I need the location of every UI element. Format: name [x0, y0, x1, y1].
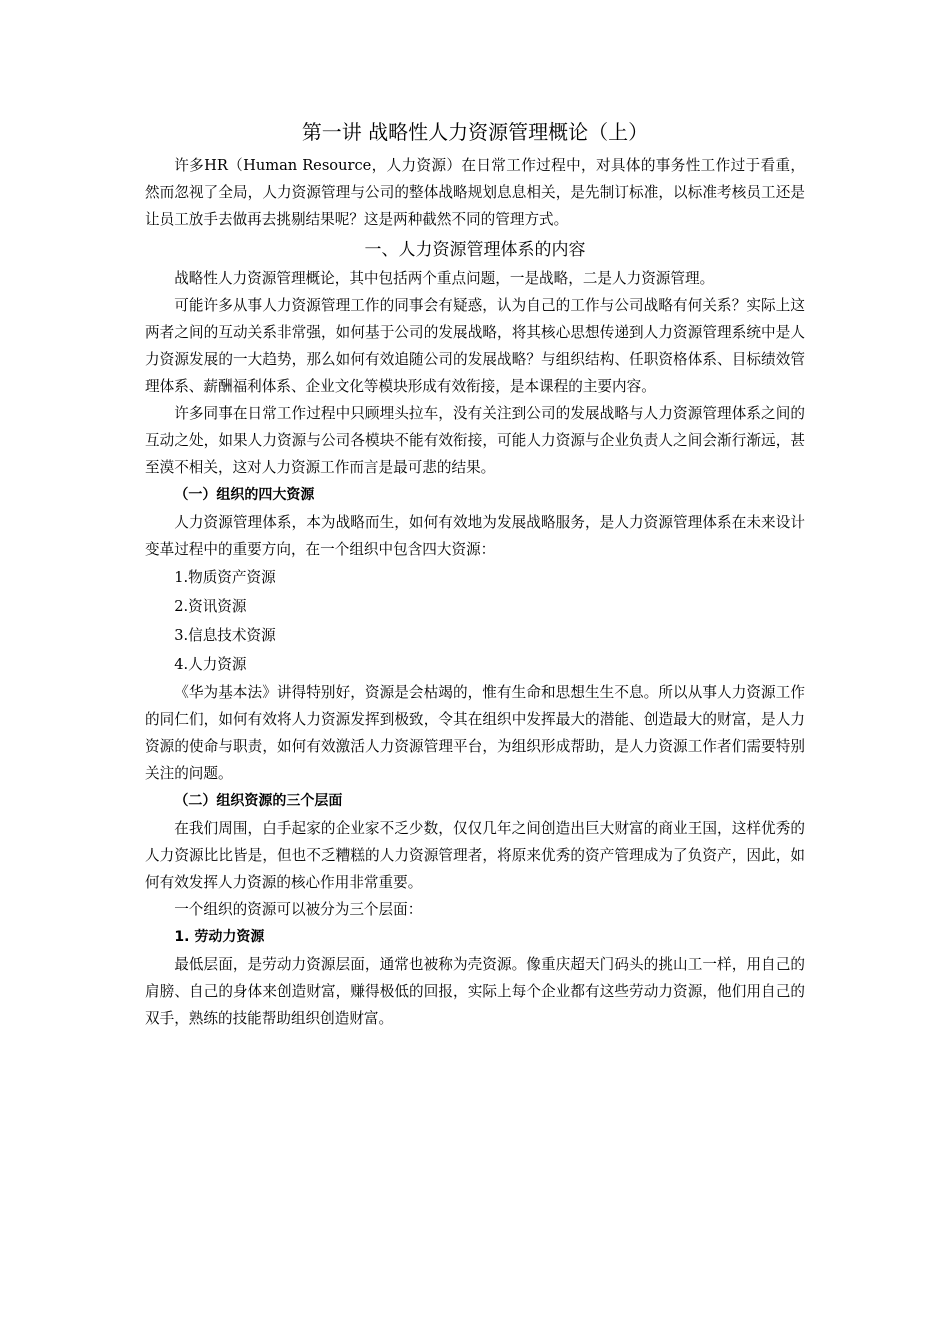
list-item: 4.人力资源	[174, 656, 247, 673]
document-page	[145, 118, 805, 1032]
subsection-subheading: 1. 劳动力资源	[174, 929, 265, 945]
section1-paragraph-2: 可能许多从事人力资源管理工作的同事会有疑惑，认为自己的工作与公司战略有何关系？实际上这两者之间的互动关系非常强，如何基于公司的发展战略，将其核心思想传递到人力资源管理系统中是人力资源发展的一大趋势，那么如何有效追随公司的发展战略？与组织结构、任职资格体系、目标绩效管理体系、薪酬福利体系、企业文化等模块形成有效衔接，是本课程的主要内容。	[145, 297, 805, 395]
subsection-heading-1: （一）组织的四大资源	[174, 487, 315, 503]
list-item: 2.资讯资源	[174, 598, 247, 615]
sub1-paragraph-1: 人力资源管理体系，本为战略而生，如何有效地为发展战略服务，是人力资源管理体系在未来设计变革过程中的重要方向，在一个组织中包含四大资源：	[145, 514, 805, 558]
section1-paragraph-3: 许多同事在日常工作过程中只顾埋头拉车，没有关注到公司的发展战略与人力资源管理体系之间的互动之处，如果人力资源与公司各模块不能有效衔接，可能人力资源与企业负责人之间会渐行渐远，甚至漠不相关，这对人力资源工作而言是最可悲的结果。	[145, 405, 805, 476]
section-heading-1: 一、人力资源管理体系的内容	[364, 240, 586, 260]
subsection-heading-2: （二）组织资源的三个层面	[174, 793, 343, 809]
sub2-paragraph-2: 一个组织的资源可以被分为三个层面：	[174, 901, 423, 918]
document-title: 第一讲 战略性人力资源管理概论（上）	[301, 120, 649, 144]
list-item: 1.物质资产资源	[174, 569, 276, 586]
sub2-paragraph-3: 最低层面，是劳动力资源层面，通常也被称为壳资源。像重庆超天门码头的挑山工一样，用自己的肩膀、自己的身体来创造财富，赚得极低的回报，实际上每个企业都有这些劳动力资源，他们用自己的双手，熟练的技能帮助组织创造财富。	[145, 956, 805, 1027]
sub2-paragraph-1: 在我们周围，白手起家的企业家不乏少数，仅仅几年之间创造出巨大财富的商业王国，这样优秀的人力资源比比皆是，但也不乏糟糕的人力资源管理者，将原来优秀的资产管理成为了负资产，因此，如何有效发挥人力资源的核心作用非常重要。	[145, 820, 805, 891]
intro-paragraph: 许多HR（Human Resource，人力资源）在日常工作过程中，对具体的事务性工作过于看重，然而忽视了全局，人力资源管理与公司的整体战略规划息息相关，是先制订标准，以标准考核员工还是让员工放手去做再去挑剔结果呢？这是两种截然不同的管理方式。	[145, 157, 805, 228]
sub1-paragraph-2: 《华为基本法》讲得特别好，资源是会枯竭的，惟有生命和思想生生不息。所以从事人力资源工作的同仁们，如何有效将人力资源发挥到极致，令其在组织中发挥最大的潜能、创造最大的财富，是人力资源的使命与职责，如何有效激活人力资源管理平台，为组织形成帮助，是人力资源工作者们需要特别关注的问题。	[145, 684, 805, 782]
list-item: 3.信息技术资源	[174, 627, 276, 644]
section1-paragraph-1: 战略性人力资源管理概论，其中包括两个重点问题，一是战略，二是人力资源管理。	[174, 270, 715, 287]
